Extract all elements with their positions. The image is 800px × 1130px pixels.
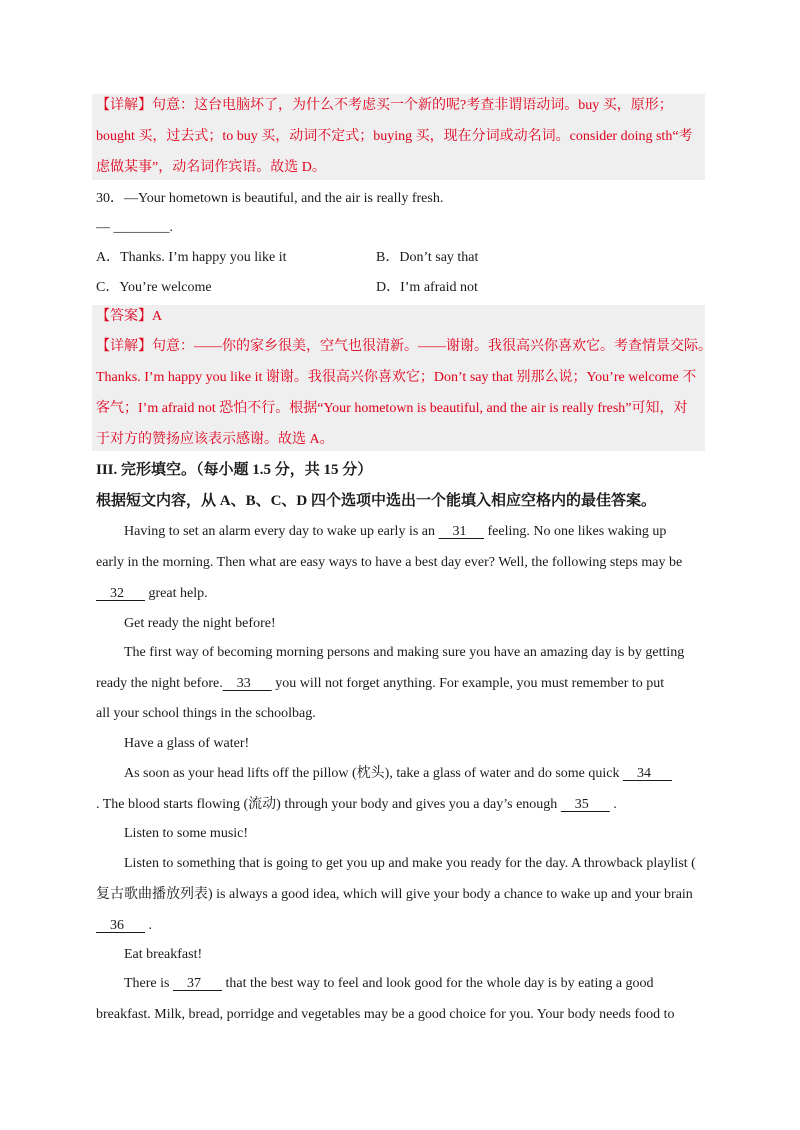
blank-36: 36 xyxy=(96,918,145,933)
passage-line: There is 37 that the best way to feel and look good for the whole day is by eating a good xyxy=(124,974,654,994)
explanation-line: 【详解】句意：——你的家乡很美，空气也很清新。——谢谢。我很高兴你喜欢它。考查情景交际。 xyxy=(96,339,712,354)
passage-line: As soon as your head lifts off the pillow (枕头), take a glass of water and do some quick 34 xyxy=(124,764,672,784)
passage-line: 32 great help. xyxy=(96,584,208,604)
option-b: B．Don’t say that xyxy=(376,250,479,265)
passage-subheading: Have a glass of water! xyxy=(124,736,250,751)
option-c: C．You’re welcome xyxy=(96,280,212,295)
passage-line: all your school things in the schoolbag. xyxy=(96,706,316,721)
explanation-line: bought 买，过去式；to buy 买，动词不定式；buying 买，现在分词或动名词。consider doing sth“考 xyxy=(96,129,693,144)
question-reply: — ________. xyxy=(96,220,173,235)
section-instruction: 根据短文内容，从 A、B、C、D 四个选项中选出一个能填入相应空格内的最佳答案。 xyxy=(96,493,657,509)
option-a: A．Thanks. I’m happy you like it xyxy=(96,250,287,265)
passage-line: The first way of becoming morning persons and making sure you have an amazing day is by getting xyxy=(124,645,685,660)
passage-line: . The blood starts flowing (流动) through your body and gives you a day’s enough 35 . xyxy=(96,795,617,815)
explanation-line: 于对方的赞扬应该表示感谢。故选 A。 xyxy=(96,432,334,447)
explanation-line: Thanks. I’m happy you like it 谢谢。我很高兴你喜欢它；Don’t say that 别那么说；You’re welcome 不 xyxy=(96,370,697,385)
section-heading: III. 完形填空。（每小题 1.5 分，共 15 分） xyxy=(96,462,373,478)
passage-line: ready the night before. 33 you will not forget anything. For example, you must remember to put xyxy=(96,674,664,694)
explanation-line: 客气；I’m afraid not 恐怕不行。根据“Your hometown is beautiful, and the air is really fresh”可知，对 xyxy=(96,401,688,416)
passage-subheading: Eat breakfast! xyxy=(124,947,203,962)
passage-line: Having to set an alarm every day to wake up early is an 31 feeling. No one likes waking up xyxy=(124,522,666,542)
question-stem: 30．—Your hometown is beautiful, and the air is really fresh. xyxy=(96,191,444,206)
passage-line: 36 . xyxy=(96,916,152,936)
passage-line: 复古歌曲播放列表) is always a good idea, which will give your body a chance to wake up and your brain xyxy=(96,887,693,902)
passage-subheading: Listen to some music! xyxy=(124,826,249,841)
blank-31: 31 xyxy=(438,524,485,539)
explanation-line: 虑做某事”，动名词作宾语。故选 D。 xyxy=(96,160,326,175)
blank-34: 34 xyxy=(622,766,672,781)
passage-line: Listen to something that is going to get you up and make you ready for the day. A throwback playlist ( xyxy=(124,856,696,871)
blank-32: 32 xyxy=(96,586,145,601)
blank-33: 33 xyxy=(222,676,272,691)
detail-label: 【详解】 xyxy=(96,98,152,113)
detail-label: 【详解】 xyxy=(96,339,152,354)
blank-37: 37 xyxy=(172,976,222,991)
explanation-line: 【详解】句意：这台电脑坏了，为什么不考虑买一个新的呢?考查非谓语动词。buy 买，原形； xyxy=(96,98,673,113)
option-d: D．I’m afraid not xyxy=(376,280,478,295)
passage-line: breakfast. Milk, bread, porridge and vegetables may be a good choice for you. Your body needs food to xyxy=(96,1007,675,1022)
passage-subheading: Get ready the night before! xyxy=(124,616,276,631)
passage-line: early in the morning. Then what are easy ways to have a best day ever? Well, the following steps may be xyxy=(96,555,683,570)
answer-label: 【答案】A xyxy=(96,309,163,324)
blank-35: 35 xyxy=(560,797,610,812)
